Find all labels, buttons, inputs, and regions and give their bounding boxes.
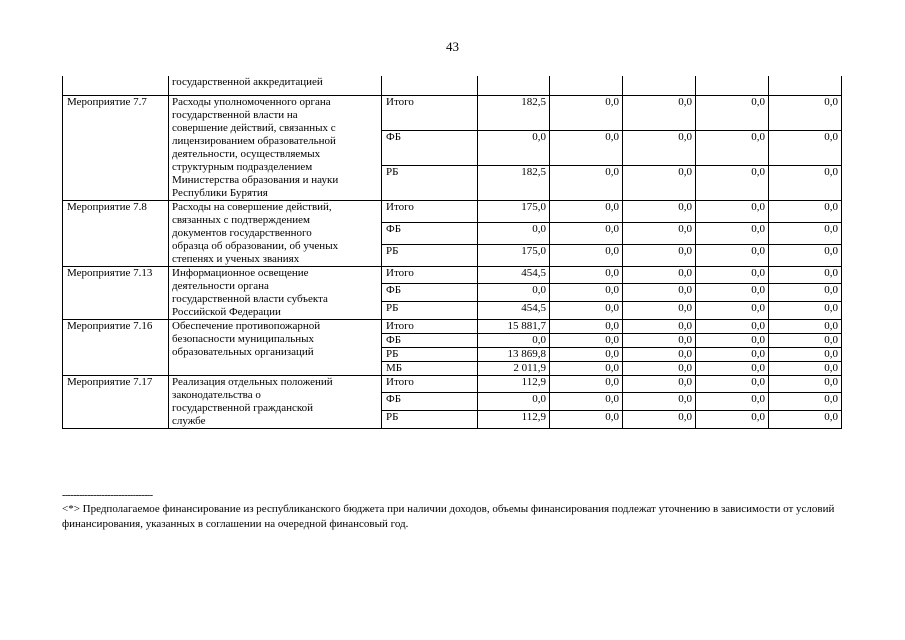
amount-cell: 112,9 xyxy=(478,410,550,428)
amount-cell: 0,0 xyxy=(696,375,769,393)
description-cell: государственной аккредитацией xyxy=(169,76,382,95)
funding-source-cell: РБ xyxy=(382,165,478,200)
amount-cell: 0,0 xyxy=(623,319,696,333)
description-line: связанных с подтверждением xyxy=(172,213,310,226)
funding-source-cell: Итого xyxy=(382,375,478,393)
amount-cell: 0,0 xyxy=(478,333,550,347)
amount-cell: 454,5 xyxy=(478,301,550,319)
table-row xyxy=(63,266,842,284)
measure-code-cell: Мероприятие 7.13 xyxy=(63,266,169,319)
amount-cell: 0,0 xyxy=(769,244,842,266)
description-line: документов государственного xyxy=(172,226,312,239)
amount-cell: 0,0 xyxy=(769,222,842,244)
description-line: Республики Бурятия xyxy=(172,186,268,199)
amount-cell: 0,0 xyxy=(696,319,769,333)
amount-cell: 0,0 xyxy=(550,222,623,244)
amount-cell: 0,0 xyxy=(769,301,842,319)
page-number: 43 xyxy=(446,39,459,54)
measure-description-cell xyxy=(169,319,382,375)
amount-cell: 0,0 xyxy=(696,165,769,200)
measure-description-cell xyxy=(169,375,382,428)
amount-cell: 0,0 xyxy=(769,333,842,347)
funding-source-cell: РБ xyxy=(382,244,478,266)
funding-source-cell: ФБ xyxy=(382,222,478,244)
measure-description-cell xyxy=(169,95,382,200)
amount-cell: 0,0 xyxy=(550,393,623,411)
amount-cell: 0,0 xyxy=(550,333,623,347)
amount-cell: 0,0 xyxy=(623,301,696,319)
measure-code-cell: Мероприятие 7.8 xyxy=(63,200,169,266)
funding-source-cell: РБ xyxy=(382,410,478,428)
empty-cell xyxy=(769,76,842,95)
amount-cell: 0,0 xyxy=(769,95,842,130)
description-line: деятельности, осуществляемых xyxy=(172,147,321,160)
description-line: законодательства о xyxy=(172,388,261,401)
measure-description-cell xyxy=(169,266,382,319)
description-line: безопасности муниципальных xyxy=(172,332,315,345)
amount-cell: 0,0 xyxy=(550,130,623,165)
description-line: Реализация отдельных положений xyxy=(172,375,333,388)
description-line: совершение действий, связанных с xyxy=(172,121,336,134)
description-line: государственной гражданской xyxy=(172,401,314,414)
table-row xyxy=(63,95,842,130)
funding-source-cell: Итого xyxy=(382,266,478,284)
amount-cell: 0,0 xyxy=(769,165,842,200)
footnote-text: <*> Предполагаемое финансирование из республиканского бюджета при наличии доходов, объемы финансирования подлежат уточнению в зависимости от условий финансирования, указанных в соглашении на очередной финансовый год. xyxy=(62,503,835,530)
empty-cell xyxy=(623,76,696,95)
funding-source-cell: ФБ xyxy=(382,284,478,302)
amount-cell: 15 881,7 xyxy=(478,319,550,333)
description-line: государственной власти субъекта xyxy=(172,292,328,305)
amount-cell: 0,0 xyxy=(623,95,696,130)
amount-cell: 0,0 xyxy=(623,130,696,165)
description-line: образца об образовании, об ученых xyxy=(172,239,339,252)
amount-cell: 0,0 xyxy=(696,222,769,244)
amount-cell: 0,0 xyxy=(769,361,842,375)
funding-source-cell: ФБ xyxy=(382,130,478,165)
amount-cell: 182,5 xyxy=(478,95,550,130)
description-line: Обеспечение противопожарной xyxy=(172,319,321,332)
amount-cell: 0,0 xyxy=(769,266,842,284)
amount-cell: 0,0 xyxy=(623,410,696,428)
description-line: Расходы на совершение действий, xyxy=(172,200,332,213)
amount-cell: 0,0 xyxy=(478,222,550,244)
amount-cell: 0,0 xyxy=(696,200,769,222)
amount-cell: 0,0 xyxy=(550,200,623,222)
amount-cell: 0,0 xyxy=(769,319,842,333)
amount-cell: 0,0 xyxy=(769,393,842,411)
amount-cell: 0,0 xyxy=(550,95,623,130)
amount-cell: 182,5 xyxy=(478,165,550,200)
description-line: степенях и ученых званиях xyxy=(172,252,300,265)
amount-cell: 0,0 xyxy=(550,165,623,200)
amount-cell: 0,0 xyxy=(696,244,769,266)
description-line: лицензированием образовательной xyxy=(172,134,336,147)
amount-cell: 0,0 xyxy=(478,284,550,302)
amount-cell: 0,0 xyxy=(769,410,842,428)
amount-cell: 0,0 xyxy=(623,361,696,375)
amount-cell: 0,0 xyxy=(550,284,623,302)
funding-source-cell: Итого xyxy=(382,95,478,130)
description-line: государственной власти на xyxy=(172,108,298,121)
amount-cell: 0,0 xyxy=(696,130,769,165)
funding-source-cell: Итого xyxy=(382,200,478,222)
empty-cell xyxy=(478,76,550,95)
empty-cell xyxy=(382,76,478,95)
amount-cell: 0,0 xyxy=(769,347,842,361)
description-line: Российской Федерации xyxy=(172,305,281,318)
amount-cell: 0,0 xyxy=(623,222,696,244)
amount-cell: 0,0 xyxy=(696,361,769,375)
amount-cell: 0,0 xyxy=(550,244,623,266)
funding-source-cell: ФБ xyxy=(382,393,478,411)
amount-cell: 0,0 xyxy=(696,393,769,411)
funding-table xyxy=(62,76,842,429)
amount-cell: 0,0 xyxy=(696,333,769,347)
amount-cell: 2 011,9 xyxy=(478,361,550,375)
amount-cell: 0,0 xyxy=(478,393,550,411)
amount-cell: 0,0 xyxy=(696,410,769,428)
measure-code-cell: Мероприятие 7.16 xyxy=(63,319,169,375)
amount-cell: 0,0 xyxy=(478,130,550,165)
description-line: деятельности органа xyxy=(172,279,269,292)
funding-source-cell: ФБ xyxy=(382,333,478,347)
amount-cell: 0,0 xyxy=(696,284,769,302)
empty-cell xyxy=(550,76,623,95)
amount-cell: 0,0 xyxy=(696,347,769,361)
amount-cell: 0,0 xyxy=(623,200,696,222)
amount-cell: 0,0 xyxy=(623,284,696,302)
amount-cell: 0,0 xyxy=(550,347,623,361)
amount-cell: 0,0 xyxy=(550,375,623,393)
funding-source-cell: МБ xyxy=(382,361,478,375)
amount-cell: 112,9 xyxy=(478,375,550,393)
table-row xyxy=(63,200,842,222)
amount-cell: 0,0 xyxy=(550,361,623,375)
amount-cell: 0,0 xyxy=(623,244,696,266)
amount-cell: 175,0 xyxy=(478,200,550,222)
amount-cell: 0,0 xyxy=(623,393,696,411)
table-row xyxy=(63,375,842,393)
amount-cell: 0,0 xyxy=(769,284,842,302)
amount-cell: 175,0 xyxy=(478,244,550,266)
empty-cell xyxy=(696,76,769,95)
amount-cell: 0,0 xyxy=(623,165,696,200)
amount-cell: 0,0 xyxy=(696,301,769,319)
amount-cell: 0,0 xyxy=(550,301,623,319)
amount-cell: 0,0 xyxy=(769,130,842,165)
amount-cell: 13 869,8 xyxy=(478,347,550,361)
description-line: Расходы уполномоченного органа xyxy=(172,95,331,108)
code-cell xyxy=(63,76,169,95)
funding-source-cell: РБ xyxy=(382,301,478,319)
footnote-separator: -------------------------------- xyxy=(62,490,153,501)
amount-cell: 0,0 xyxy=(623,266,696,284)
amount-cell: 0,0 xyxy=(550,319,623,333)
description-line: Информационное освещение xyxy=(172,266,309,279)
funding-source-cell: Итого xyxy=(382,319,478,333)
amount-cell: 0,0 xyxy=(769,375,842,393)
amount-cell: 0,0 xyxy=(623,375,696,393)
description-line: Министерства образования и науки xyxy=(172,173,339,186)
funding-source-cell: РБ xyxy=(382,347,478,361)
amount-cell: 0,0 xyxy=(769,200,842,222)
amount-cell: 454,5 xyxy=(478,266,550,284)
table-row xyxy=(63,319,842,333)
measure-code-cell: Мероприятие 7.17 xyxy=(63,375,169,428)
amount-cell: 0,0 xyxy=(696,266,769,284)
amount-cell: 0,0 xyxy=(550,266,623,284)
description-line: структурным подразделением xyxy=(172,160,313,173)
description-line: образовательных организаций xyxy=(172,345,314,358)
table-row-continued xyxy=(63,76,842,95)
amount-cell: 0,0 xyxy=(550,410,623,428)
amount-cell: 0,0 xyxy=(696,95,769,130)
amount-cell: 0,0 xyxy=(623,333,696,347)
amount-cell: 0,0 xyxy=(623,347,696,361)
measure-description-cell xyxy=(169,200,382,266)
measure-code-cell: Мероприятие 7.7 xyxy=(63,95,169,200)
description-line: службе xyxy=(172,414,206,427)
